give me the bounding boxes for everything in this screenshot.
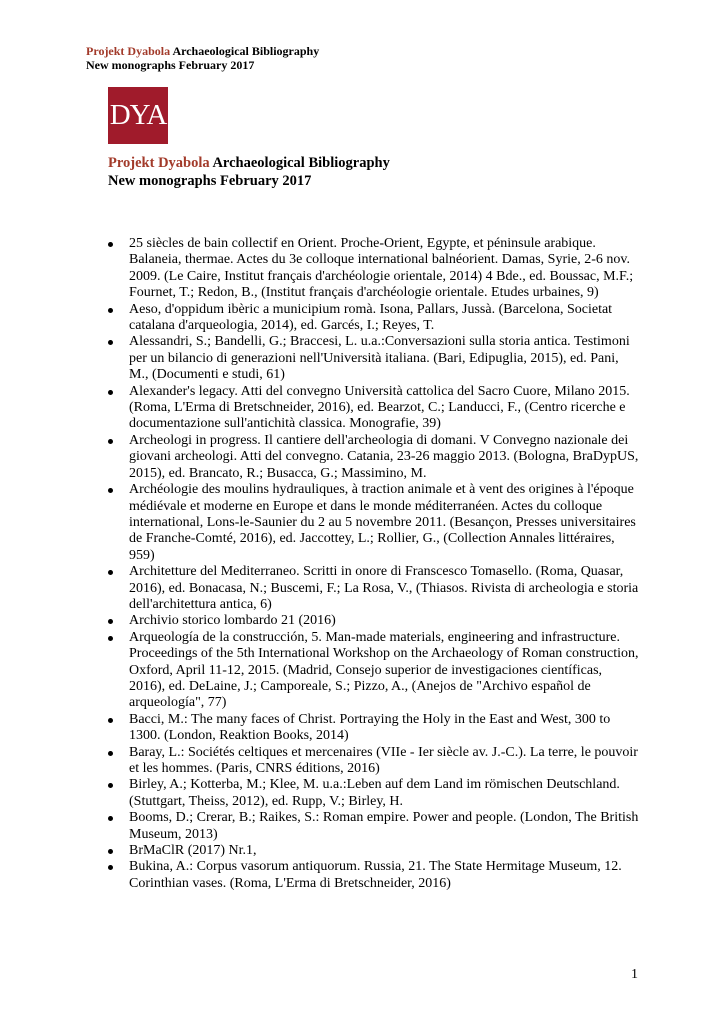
bibliography-entry-text: Archéologie des moulins hydrauliques, à traction animale et à vent des origines à l'époque médiévale et moderne en Europe et dans le monde méditerranéen. Actes du colloque international, Lons-le-Saunier du 2 au 5 novembre 2011. (Besançon, Presses universitaires de Franche-Comté, 2016), ed. Jaccottey, L.; Rollier, G., (Collection Annales littéraires, 959) [129,482,636,563]
bibliography-entry-text: Alexander's legacy. Atti del convegno Università cattolica del Sacro Cuore, Milano 2015. (Roma, L'Erma di Bretschneider, 2016), ed. Bearzot, C.; Landucci, F., (Centro ricerche e documentazione sull'antichità classica. Monografie, 39) [129,383,630,432]
document-title-line [108,154,390,172]
bullet-icon [108,865,113,870]
bibliography-entry [108,745,640,778]
bullet-icon [108,849,113,854]
bibliography-entry-text: Arqueología de la construcción, 5. Man-made materials, engineering and infrastructure. Proceedings of the 5th International Workshop on the Archaeology of Roman construction, Oxford, April 11-12, 2015. (Madrid, Consejo superior de investigaciones científicas, 2016), ed. DeLaine, J.; Camporeale, S.; Pizzo, A., (Anejos de "Archivo español de arqueología", 77) [129,629,639,711]
bibliography-entry-text: Birley, A.; Kotterba, M.; Klee, M. u.a.:Leben auf dem Land im römischen Deutschland. (Stuttgart, Theiss, 2012), ed. Rupp, V.; Birley, H. [129,777,620,809]
running-header-title-rest: Archaeological Bibliography [170,44,320,58]
bibliography-entry-text: Bacci, M.: The many faces of Christ. Portraying the Holy in the East and West, 300 to 1300. (London, Reaktion Books, 2014) [129,711,611,744]
bibliography-entry [108,777,640,810]
bibliography-entry [108,810,640,843]
bibliography-entry [108,712,640,745]
bibliography-entry-text: Alessandri, S.; Bandelli, G.; Braccesi, L. u.a.:Conversazioni sulla storia antica. Testimoni per un bilancio di generazioni nell'Università italiana. (Bari, Edipuglia, 2015), ed. Pani, M., (Documenti e studi, 61) [129,334,630,383]
bibliography-entry [108,482,640,564]
bullet-icon [108,390,113,395]
bibliography-entry-text: Archeologi in progress. Il cantiere dell'archeologia di domani. V Convegno nazionale dei giovani archeologi. Atti del convegno. Catania, 23-26 maggio 2013. (Bologna, BraDypUS, 2015), ed. Brancato, R.; Busacca, G.; Massimino, M. [129,432,639,481]
bibliography-entry [108,236,640,302]
bibliography-entry [108,384,640,433]
bibliography-entry-text: Architetture del Mediterraneo. Scritti in onore di Franscesco Tomasello. (Roma, Quasar, 2016), ed. Bonacasa, N.; Buscemi, F.; La Rosa, V., (Thiasos. Rivista di archeologia e storia dell'architettura antica, 6) [129,564,639,612]
bullet-icon [108,619,113,624]
bullet-icon [108,816,113,821]
bibliography-entry-text: Bukina, A.: Corpus vasorum antiquorum. Russia, 21. The State Hermitage Museum, 12. Corinthian vases. (Roma, L'Erma di Bretschneider, 2016) [129,859,622,891]
page-number: 1 [631,967,638,982]
bibliography-list [108,236,640,892]
bullet-icon [108,718,113,723]
document-subtitle: New monographs February 2017 [108,173,312,189]
running-header-title [86,44,319,58]
bullet-icon [108,340,113,345]
bibliography-entry [108,843,640,859]
bibliography-entry-text: Booms, D.; Crerar, B.; Raikes, S.: Roman empire. Power and people. (London, The British Museum, 2013) [129,810,639,842]
running-header-subtitle: New monographs February 2017 [86,58,255,72]
document-title [108,154,390,190]
document-title-rest: Archaeological Bibliography [209,155,390,171]
bullet-icon [108,488,113,493]
bibliography-entry-text: Baray, L.: Sociétés celtiques et mercenaires (VIIe - Ier siècle av. J.-C.). La terre, le pouvoir et les hommes. (Paris, CNRS éditions, 2016) [129,744,638,776]
document-title-brand: Projekt Dyabola [108,155,210,171]
bullet-icon [108,570,113,575]
logo-text: DYA [109,99,167,131]
bullet-icon [108,783,113,788]
bibliography-entry [108,433,640,482]
bibliography-entry-text: BrMaClR (2017) Nr.1, [129,843,257,859]
bibliography-entry-text: Aeso, d'oppidum ibèric a municipium romà. Isona, Pallars, Jussà. (Barcelona, Societat catalana d'arqueologia, 2014), ed. Garcés, I.; Reyes, T. [129,301,613,334]
bullet-icon [108,308,113,313]
bullet-icon [108,242,113,247]
bibliography-entry-text: Archivio storico lombardo 21 (2016) [129,613,336,629]
bibliography-entry [108,630,640,712]
running-header-brand: Projekt Dyabola [86,44,171,58]
bullet-icon [108,636,113,641]
bibliography-entry-text: 25 siècles de bain collectif en Orient. Proche-Orient, Egypte, et péninsule arabique. Balaneia, thermae. Actes du 3e colloque international balnéorient. Damas, Syrie, 2-6 nov. 2009. (Le Caire, Institut français d'archéologie orientale, 2014) 4 Bde., ed. Boussac, M.F.; Fournet, T.; Redon, B., (Institut français d'archéologie orientale. Etudes urbaines, 9) [129,236,634,301]
bibliography-entry [108,334,640,383]
bibliography-entry [108,859,640,892]
bullet-icon [108,439,113,444]
bibliography-entry [108,302,640,335]
bibliography-entry [108,564,640,613]
bullet-icon [108,751,113,756]
bibliography-entry [108,613,640,629]
dyabola-logo [108,87,168,144]
running-header [86,44,319,72]
